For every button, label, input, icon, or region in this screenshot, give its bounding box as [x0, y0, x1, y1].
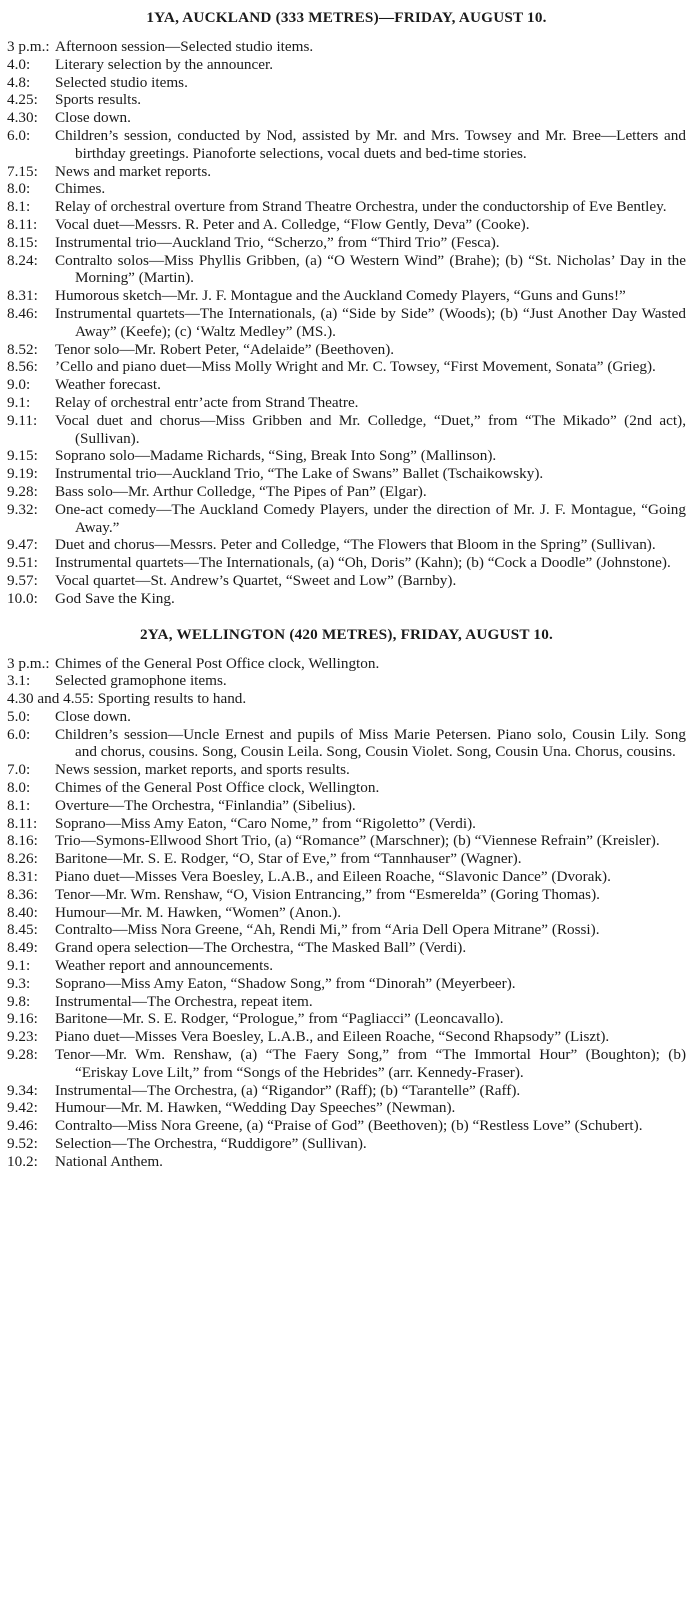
program-entry: [7, 536, 686, 554]
entry-text: Vocal quartet—St. Andrew’s Quartet, “Sweet and Low” (Barnby).: [55, 571, 457, 589]
entry-text: Humour—Mr. M. Hawken, “Women” (Anon.).: [55, 903, 342, 921]
entry-time: 10.0:: [7, 589, 38, 607]
entry-time: 9.1:: [7, 957, 31, 975]
entry-time: 8.11:: [7, 215, 38, 233]
entry-time: 9.1:: [7, 393, 31, 411]
section-1ya-auckland: [7, 8, 686, 608]
program-entry: [7, 815, 686, 833]
program-entry: [7, 975, 686, 993]
entry-time: 8.1:: [7, 796, 31, 814]
entry-text: Relay of orchestral overture from Strand Theatre Orchestra, under the conductorship of Eve Bentley.: [55, 198, 667, 216]
entry-time: 8.36:: [7, 885, 38, 903]
entry-time: 4.0:: [7, 55, 31, 73]
program-entry: [7, 1099, 686, 1117]
program-entry: [7, 252, 686, 288]
program-entry: [7, 939, 686, 957]
entry-time: 7.0:: [7, 761, 31, 779]
entry-time: 8.16:: [7, 832, 38, 850]
entry-time: 8.0:: [7, 779, 31, 797]
entry-time: 5.0:: [7, 707, 31, 725]
program-entry: [7, 904, 686, 922]
entry-text: Children’s session—Uncle Ernest and pupils of Miss Marie Petersen. Piano solo, Cousin Lily. Song and chorus, cousins. Song, Cousin Leila. Song, Cousin Violet. Song, Cousin Una. Chorus, cousins.: [55, 725, 686, 761]
program-entry: [7, 465, 686, 483]
program-entry: [7, 690, 686, 708]
entry-time: 4.30:: [7, 109, 38, 127]
entry-text: Weather report and announcements.: [55, 957, 274, 975]
program-entry: [7, 921, 686, 939]
program-entry: [7, 483, 686, 501]
entry-text: Vocal duet—Messrs. R. Peter and A. Colledge, “Flow Gently, Deva” (Cooke).: [55, 215, 530, 233]
entry-time: 8.40:: [7, 903, 38, 921]
program-entry: [7, 1117, 686, 1135]
program-entry: [7, 708, 686, 726]
entry-time: 9.47:: [7, 536, 38, 554]
entry-text: Tenor solo—Mr. Robert Peter, “Adelaide” (Beethoven).: [55, 340, 395, 358]
entry-text: National Anthem.: [55, 1152, 163, 1170]
program-entry: [7, 886, 686, 904]
program-entry: [7, 554, 686, 572]
entry-text: Instrumental—The Orchestra, (a) “Rigandor” (Raff); (b) “Tarantelle” (Raff).: [55, 1081, 521, 1099]
program-entry: [7, 1028, 686, 1046]
program-entry: [7, 163, 686, 181]
entry-time: 9.42:: [7, 1099, 38, 1117]
program-entry: [7, 234, 686, 252]
entry-text: Trio—Symons-Ellwood Short Trio, (a) “Romance” (Marschner); (b) “Viennese Refrain” (Kreisler).: [55, 832, 660, 850]
entry-time: 8.11:: [7, 814, 38, 832]
entry-time: 3 p.m.:: [7, 38, 50, 55]
program-entry: [7, 358, 686, 376]
section-title: 1YA, AUCKLAND (333 METRES)—FRIDAY, AUGUST 10.: [146, 9, 547, 26]
program-entry: [7, 198, 686, 216]
program-entry: [7, 305, 686, 341]
entry-time: 9.46:: [7, 1117, 38, 1135]
program-entry: [7, 180, 686, 198]
entry-time: 8.52:: [7, 340, 38, 358]
entry-time: 8.0:: [7, 180, 31, 198]
program-entry: [7, 447, 686, 465]
entry-time: 4.8:: [7, 73, 31, 91]
program-entry: [7, 341, 686, 359]
entry-text: News and market reports.: [55, 162, 212, 180]
entry-time: 8.45:: [7, 921, 38, 939]
entry-text: Piano duet—Misses Vera Boesley, L.A.B., and Eileen Roache, “Slavonic Dance” (Dvorak).: [55, 868, 611, 886]
program-entry: [7, 376, 686, 394]
entry-text: Children’s session, conducted by Nod, assisted by Mr. and Mrs. Towsey and Mr. Bree—Letters and birthday greetings. Pianoforte selections, vocal duets and bed-time stories.: [55, 126, 686, 162]
program-entry: [7, 993, 686, 1011]
program-entry: [7, 655, 686, 673]
entry-time: 8.31:: [7, 868, 38, 886]
program-entry: [7, 394, 686, 412]
entry-time: 8.56:: [7, 358, 38, 376]
entry-text: Contralto—Miss Nora Greene, “Ah, Rendi Mi,” from “Aria Dell Opera Mitrane” (Rossi).: [55, 921, 600, 939]
entry-text: Chimes.: [55, 180, 106, 198]
entry-text: Contralto solos—Miss Phyllis Gribben, (a) “O Western Wind” (Brahe); (b) “St. Nicholas’ Day in the Morning” (Martin).: [55, 251, 686, 287]
entry-text: Sports results.: [55, 91, 142, 109]
entry-time: 8.46:: [7, 304, 38, 322]
entry-time: 9.52:: [7, 1135, 38, 1153]
entry-text: Humour—Mr. M. Hawken, “Wedding Day Speeches” (Newman).: [55, 1099, 456, 1117]
entry-text: Overture—The Orchestra, “Finlandia” (Sibelius).: [55, 796, 356, 814]
entry-text: Soprano—Miss Amy Eaton, “Caro Nome,” from “Rigoletto” (Verdi).: [55, 814, 476, 832]
entry-time: 6.0:: [7, 725, 31, 743]
program-list: [7, 655, 686, 1171]
entry-text: Weather forecast.: [55, 376, 161, 394]
program-entry: [7, 501, 686, 537]
entry-time: 9.28:: [7, 1046, 38, 1064]
entry-time: 9.34:: [7, 1081, 38, 1099]
section-title: 2YA, WELLINGTON (420 METRES), FRIDAY, AUGUST 10.: [139, 625, 553, 643]
program-entry: [7, 761, 686, 779]
entry-time: 8.49:: [7, 939, 38, 957]
program-entry: [7, 850, 686, 868]
entry-text: Contralto—Miss Nora Greene, (a) “Praise of God” (Beethoven); (b) “Restless Love” (Schubert).: [55, 1117, 643, 1135]
program-entry: [7, 109, 686, 127]
entry-time: 9.23:: [7, 1028, 38, 1046]
entry-text: Baritone—Mr. S. E. Rodger, “O, Star of Eve,” from “Tannhauser” (Wagner).: [55, 850, 522, 868]
entry-time: 6.0:: [7, 126, 31, 144]
entry-text: Duet and chorus—Messrs. Peter and Colledge, “The Flowers that Bloom in the Spring” (Sullivan).: [55, 536, 656, 554]
entry-time: 4.25:: [7, 91, 38, 109]
entry-time: 9.0:: [7, 376, 31, 394]
entry-text: Vocal duet and chorus—Miss Gribben and Mr. Colledge, “Duet,” from “The Mikado” (2nd act), (Sullivan).: [55, 411, 686, 447]
entry-text: Soprano solo—Madame Richards, “Sing, Break Into Song” (Mallinson).: [55, 447, 497, 465]
entry-time: 8.26:: [7, 850, 38, 868]
entry-text: Grand opera selection—The Orchestra, “The Masked Ball” (Verdi).: [55, 939, 467, 957]
program-entry: [7, 91, 686, 109]
program-entry: [7, 1153, 686, 1171]
entry-text: Instrumental quartets—The Internationals, (a) “Oh, Doris” (Kahn); (b) “Cock a Doodle” (Johnstone).: [55, 554, 671, 572]
program-entry: [7, 832, 686, 850]
entry-time: 3 p.m.:: [7, 654, 50, 672]
entry-time: 9.57:: [7, 571, 38, 589]
entry-text: News session, market reports, and sports results.: [55, 761, 350, 779]
program-entry: [7, 38, 686, 56]
program-entry: [7, 216, 686, 234]
program-entry: [7, 1135, 686, 1153]
program-entry: [7, 412, 686, 448]
entry-time: 10.2:: [7, 1152, 38, 1170]
entry-time: 8.1:: [7, 198, 31, 216]
entry-time: 9.15:: [7, 447, 38, 465]
entry-text: Literary selection by the announcer.: [55, 55, 274, 73]
entry-time: 9.51:: [7, 554, 38, 572]
entry-text: Close down.: [55, 707, 131, 725]
entry-time: 3.1:: [7, 672, 31, 690]
entry-text: ’Cello and piano duet—Miss Molly Wright and Mr. C. Towsey, “First Movement, Sonata” (Grieg).: [55, 358, 656, 376]
section-2ya-wellington: [7, 625, 686, 1171]
entry-text: Selection—The Orchestra, “Ruddigore” (Sullivan).: [55, 1135, 367, 1153]
entry-time: 7.15:: [7, 162, 38, 180]
entry-text: Selected gramophone items.: [55, 672, 227, 690]
program-entry: [7, 672, 686, 690]
entry-text: Chimes of the General Post Office clock, Wellington.: [55, 779, 380, 797]
program-entry: [7, 127, 686, 163]
program-entry: [7, 56, 686, 74]
entry-time: 9.28:: [7, 482, 38, 500]
entry-time: 9.11:: [7, 411, 38, 429]
program-entry: [7, 590, 686, 608]
program-entry: [7, 572, 686, 590]
entry-time: 9.19:: [7, 465, 38, 483]
entry-text: Instrumental trio—Auckland Trio, “Scherzo,” from “Third Trio” (Fesca).: [55, 233, 500, 251]
program-entry: [7, 726, 686, 762]
entry-time: 9.32:: [7, 500, 38, 518]
entry-time: 8.31:: [7, 287, 38, 305]
entry-time: 8.24:: [7, 251, 38, 269]
program-entry: [7, 797, 686, 815]
program-entry: [7, 1082, 686, 1100]
program-entry: [7, 1046, 686, 1082]
entry-time: 4.30 and 4.55:: [7, 690, 94, 708]
entry-text: Relay of orchestral entr’acte from Strand Theatre.: [55, 393, 359, 411]
entry-text: One-act comedy—The Auckland Comedy Players, under the direction of Mr. J. F. Montague, “Going Away.”: [55, 500, 686, 536]
entry-text: Piano duet—Misses Vera Boesley, L.A.B., and Eileen Roache, “Second Rhapsody” (Liszt).: [55, 1028, 610, 1046]
entry-time: 9.3:: [7, 974, 31, 992]
entry-text: Tenor—Mr. Wm. Renshaw, (a) “The Faery Song,” from “The Immortal Hour” (Boughton); (b) “Eriskay Love Lilt,” from “Songs of the Hebrides” (arr. Kennedy-Fraser).: [55, 1046, 686, 1081]
entry-text: Chimes of the General Post Office clock, Wellington.: [55, 654, 380, 672]
entry-text: Instrumental trio—Auckland Trio, “The Lake of Swans” Ballet (Tschaikowsky).: [55, 465, 544, 483]
entry-text: God Save the King.: [55, 589, 175, 607]
program-entry: [7, 957, 686, 975]
entry-text: Sporting results to hand.: [97, 690, 247, 708]
entry-text: Soprano—Miss Amy Eaton, “Shadow Song,” from “Dinorah” (Meyerbeer).: [55, 974, 516, 992]
entry-text: Tenor—Mr. Wm. Renshaw, “O, Vision Entrancing,” from “Esmerelda” (Goring Thomas).: [55, 885, 600, 903]
entry-text: Humorous sketch—Mr. J. F. Montague and the Auckland Comedy Players, “Guns and Guns!”: [55, 287, 626, 305]
entry-time: 9.16:: [7, 1010, 38, 1028]
program-entry: [7, 287, 686, 305]
program-entry: [7, 868, 686, 886]
entry-text: Afternoon session—Selected studio items.: [55, 38, 314, 55]
entry-text: Instrumental quartets—The Internationals, (a) “Side by Side” (Woods); (b) “Just Another Day Wasted Away” (Keefe); (c) ‘Waltz Medley” (MS.).: [55, 304, 686, 340]
program-entry: [7, 74, 686, 92]
program-list: [7, 38, 686, 608]
entry-text: Selected studio items.: [55, 73, 188, 91]
entry-text: Close down.: [55, 109, 131, 127]
entry-time: 8.15:: [7, 233, 38, 251]
entry-text: Bass solo—Mr. Arthur Colledge, “The Pipes of Pan” (Elgar).: [55, 482, 427, 500]
entry-text: Baritone—Mr. S. E. Rodger, “Prologue,” from “Pagliacci” (Leoncavallo).: [55, 1010, 504, 1028]
entry-time: 9.8:: [7, 992, 31, 1010]
program-entry: [7, 1010, 686, 1028]
entry-text: Instrumental—The Orchestra, repeat item.: [55, 992, 313, 1010]
program-entry: [7, 779, 686, 797]
